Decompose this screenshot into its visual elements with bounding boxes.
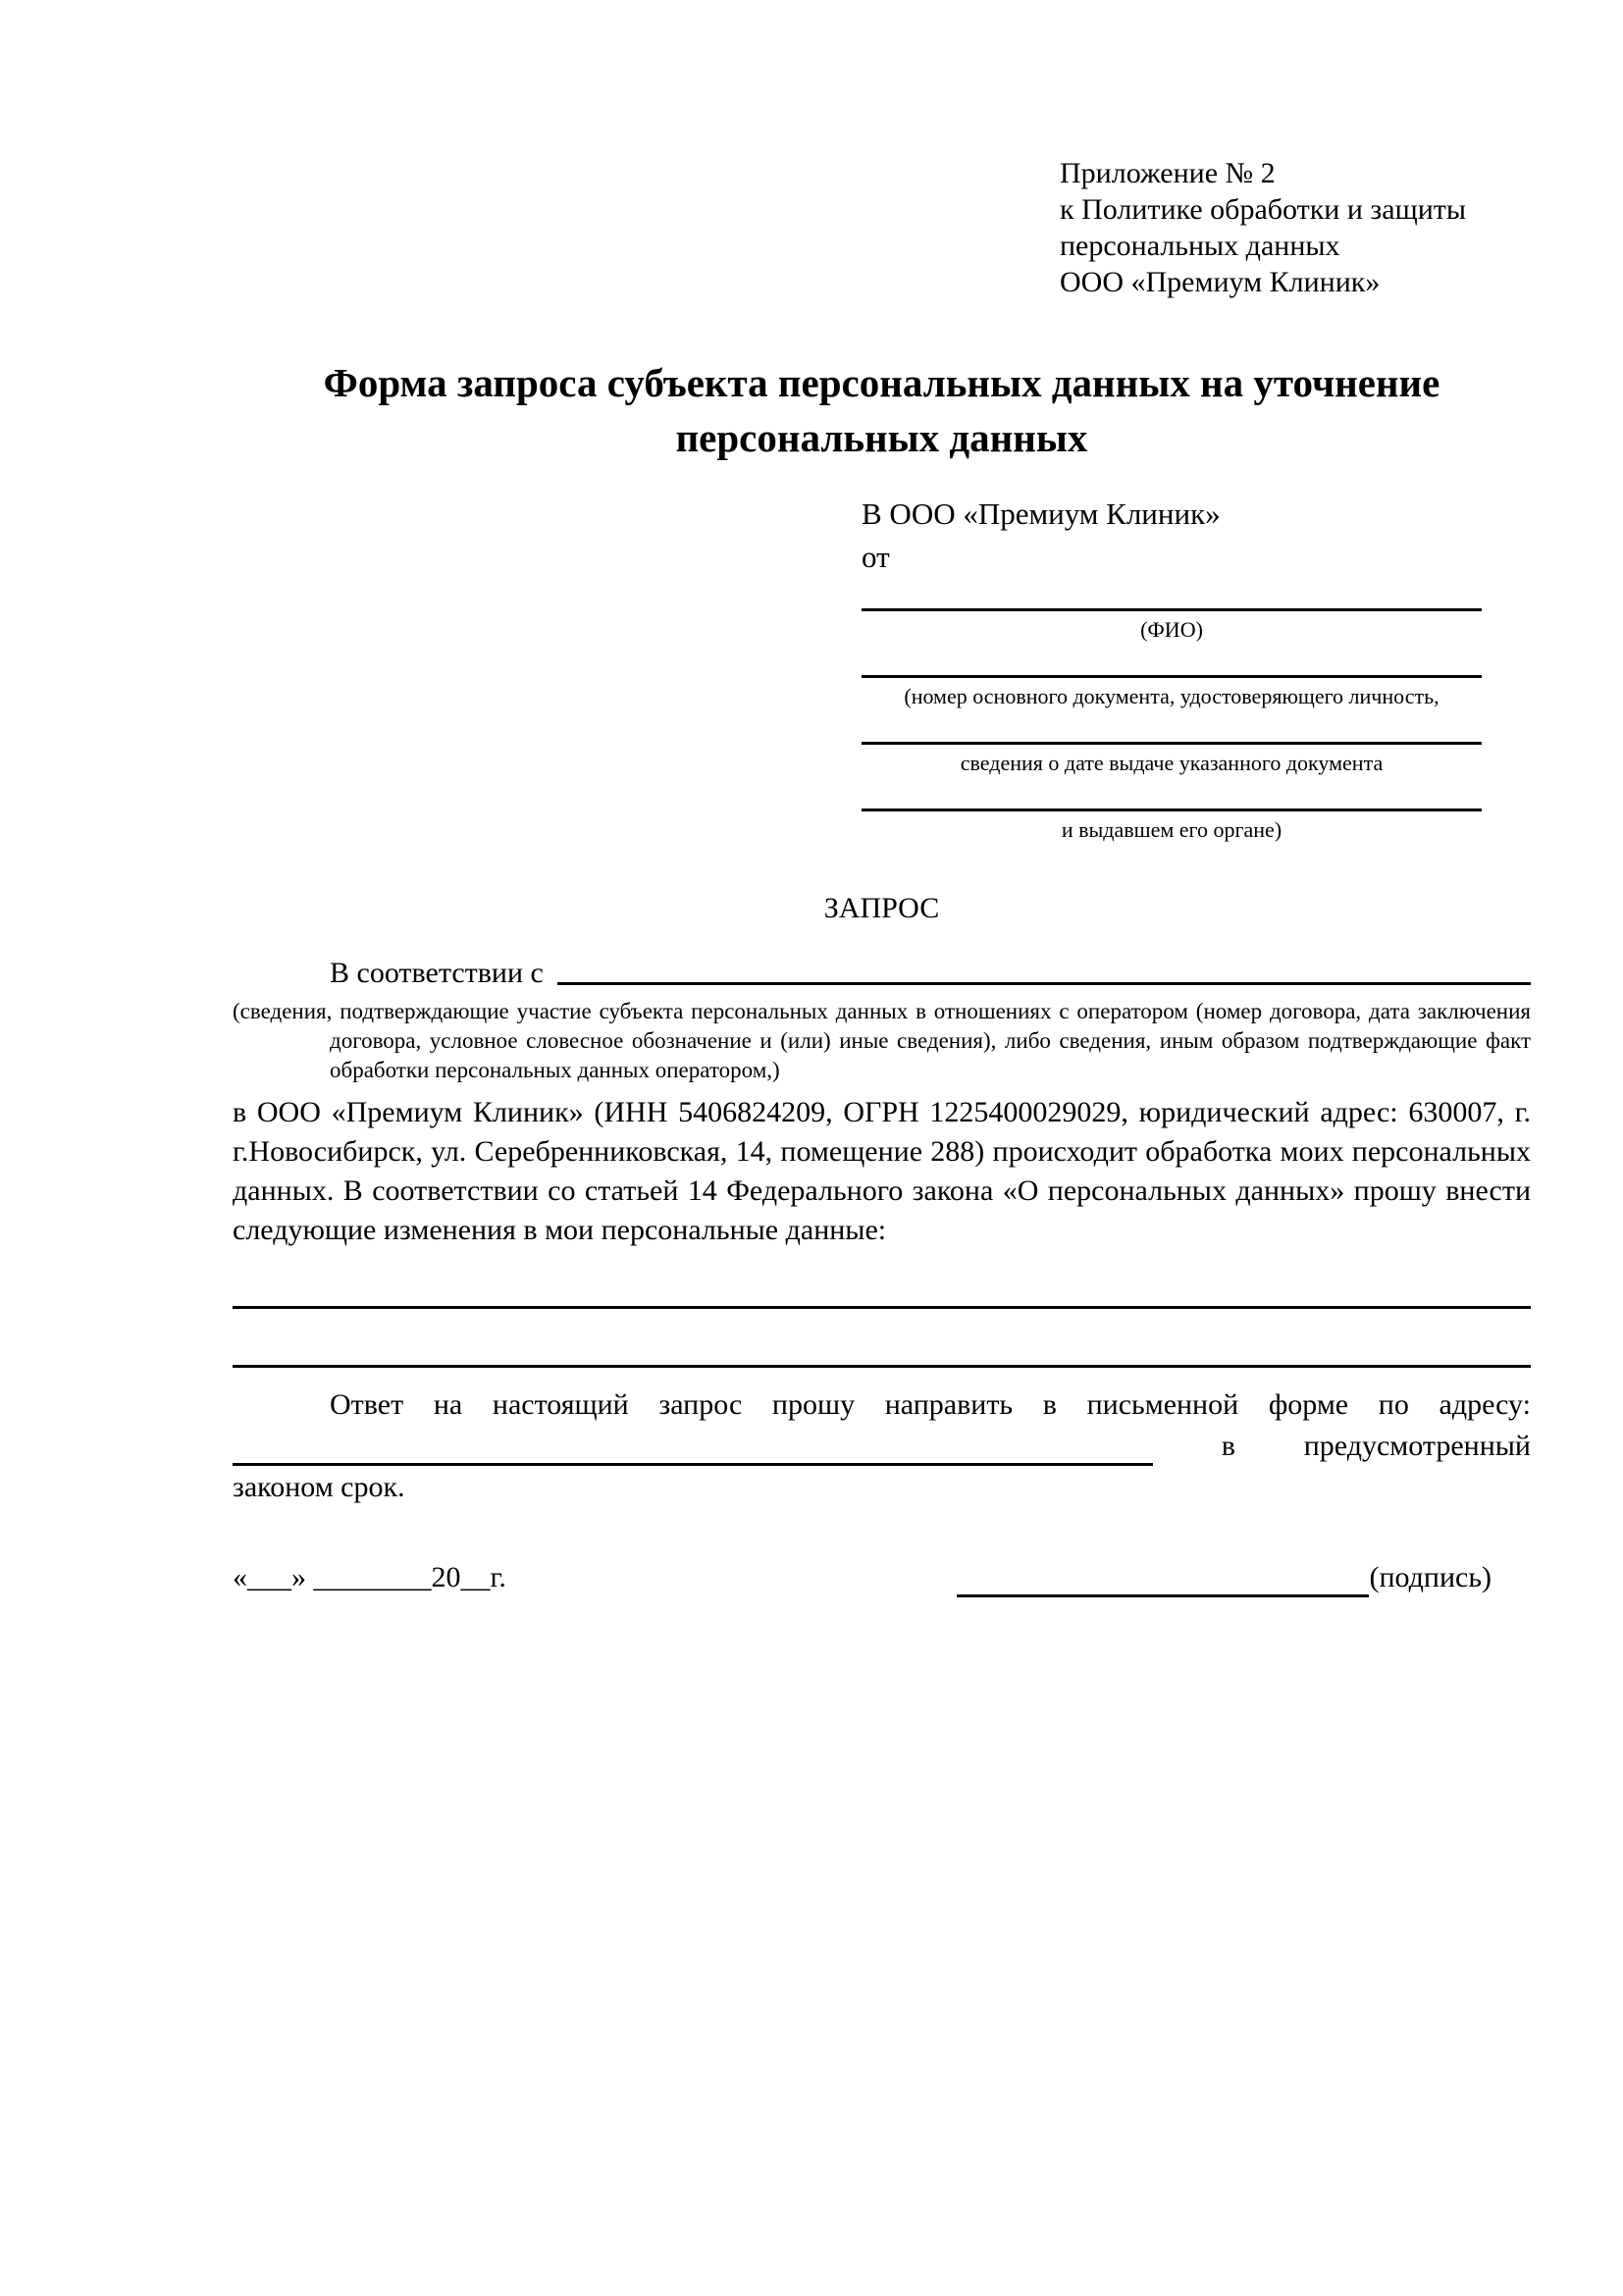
fio-field: [862, 608, 1482, 644]
issue-date-caption: сведения о дате выдаче указанного документа: [960, 751, 1384, 775]
date-signature-row: [233, 1558, 1531, 1597]
intro-blank-line: [557, 954, 1531, 985]
issuing-authority-caption: и выдавшем его органе): [1061, 817, 1283, 842]
intro-note-text: (сведения, подтверждающие участие субъекта персональных данных в отношениях с оператором (номер договора, дата заключения договора, условное словесное обозначение и (или) иные сведения), либо сведения, иным образом подтверждающие факт обработки персональных данных оператором,): [233, 999, 1531, 1082]
reply-line-1: Ответ на настоящий запрос прошу направить в письменной форме по адресу:: [330, 1388, 1531, 1421]
appendix-line-3: персональных данных: [1060, 230, 1340, 262]
issue-date-field: [862, 742, 1482, 777]
intro-note: [233, 997, 1531, 1085]
appendix-line-1: Приложение № 2: [1060, 157, 1276, 189]
reply-word-predusmotrenny: предусмотренный: [1303, 1430, 1531, 1462]
appendix-header: [1060, 155, 1484, 300]
form-title: Форма запроса субъекта персональных данных на уточнение персональных данных: [323, 360, 1440, 460]
signature-group: [957, 1558, 1492, 1597]
reply-word-v: в: [1221, 1430, 1235, 1462]
fio-caption: (ФИО): [1140, 617, 1203, 642]
changes-blank-line-2: [233, 1309, 1531, 1368]
reply-line-3: законом срок.: [233, 1471, 405, 1503]
request-heading: ЗАПРОС: [823, 892, 940, 924]
intro-paragraph: [233, 954, 1531, 993]
addressee-block: [862, 495, 1482, 844]
body-paragraph: в ООО «Премиум Клиник» (ИНН 5406824209, ОГРН 1225400029029, юридический адрес: 630007, г. г.Новосибирск, ул. Серебренниковская, 14, помещение 288) происходит обработка моих персональных данных. В соответствии со статьей 14 Федерального закона «О персональных данных» прошу внести следующие изменения в мои персональные данные:: [233, 1096, 1531, 1246]
doc-number-caption: (номер основного документа, удостоверяющего личность,: [904, 684, 1440, 708]
appendix-line-2: к Политике обработки и защиты: [1060, 193, 1467, 226]
signature-blank-line: [957, 1563, 1369, 1597]
signature-caption: (подпись): [1369, 1561, 1492, 1593]
appendix-line-4: ООО «Премиум Клиник»: [1060, 266, 1381, 298]
addressee-from: от: [862, 540, 890, 574]
changes-blank-line-1: [233, 1250, 1531, 1309]
intro-prefix: В соответствии с: [330, 957, 544, 989]
date-blank: «___» ________20__г.: [233, 1561, 506, 1593]
doc-number-field: [862, 675, 1482, 710]
addressee-to: В ООО «Премиум Клиник»: [862, 496, 1221, 531]
reply-line-2: [233, 1427, 1531, 1466]
issuing-authority-field: [862, 809, 1482, 844]
reply-address-blank-line: [233, 1432, 1153, 1466]
